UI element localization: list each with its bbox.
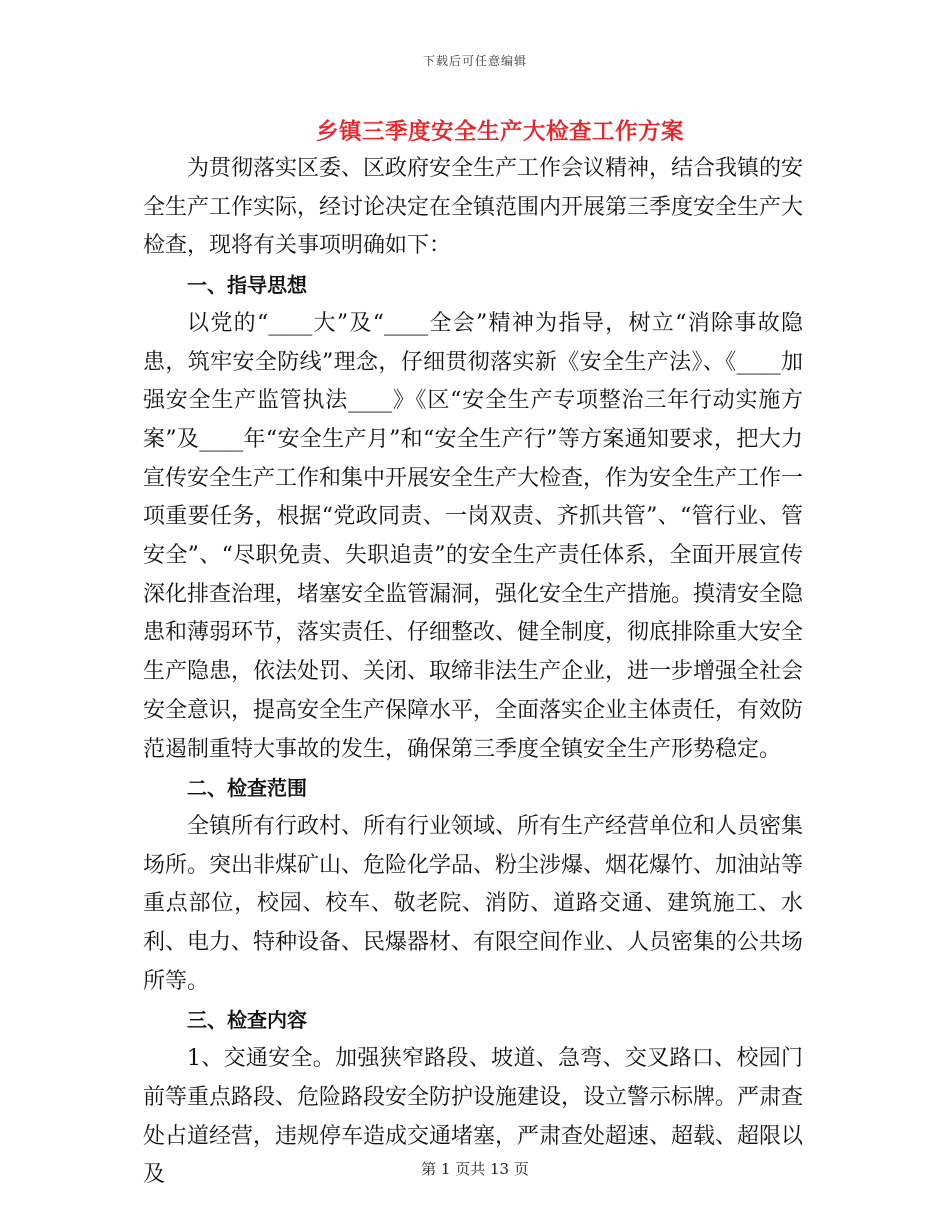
section-body-guiding-ideology: 以党的“____大”及“____全会”精神为指导，树立“消除事故隐患，筑牢安全防线”理念，仔细贯彻落实新《安全生产法》、《____加强安全生产监管执法____》《区“安全生产专项整治三年行动实施方案”及____年“安全生产月”和“安全生产行”等方案通知要求，把大力宣传安全生产工作和集中开展安全生产大检查，作为安全生产工作一项重要任务，根据“党政同责、一岗双责、齐抓共管”、“管行业、管安全”、“尽职免责、失职追责”的安全生产责任体系，全面开展宣传深化排查治理，堵塞安全监管漏洞，强化安全生产措施。摸清安全隐患和薄弱环节，落实责任、仔细整改、健全制度，彻底排除重大安全生产隐患，依法处罚、关闭、取缔非法生产企业，进一步增强全社会安全意识，提高安全生产保障水平，全面落实企业主体责任，有效防范遏制重特大事故的发生，确保第三季度全镇安全生产形势稳定。 <box>143 310 804 762</box>
intro-paragraph: 为贯彻落实区委、区政府安全生产工作会议精神，结合我镇的安全生产工作实际，经讨论决定在全镇范围内开展第三季度安全生产大检查，现将有关事项明确如下： <box>143 156 804 259</box>
section-body-inspection-scope: 全镇所有行政村、所有行业领域、所有生产经营单位和人员密集场所。突出非煤矿山、危险化学品、粉尘涉爆、烟花爆竹、加油站等重点部位，校园、校车、敬老院、消防、道路交通、建筑施工、水利、电力、特种设备、民爆器材、有限空间作业、人员密集的公共场所等。 <box>143 813 804 994</box>
page-number: 第 1 页共 13 页 <box>421 1160 529 1178</box>
document-title: 乡镇三季度安全生产大检查工作方案 <box>315 119 684 145</box>
section-body-inspection-content: 1、交通安全。加强狭窄路段、坡道、急弯、交叉路口、校园门前等重点路段、危险路段安全防护设施建设，设立警示标牌。严肃查处占道经营，违规停车造成交通堵塞，严肃查处超速、超载、超限以及 <box>143 1046 804 1188</box>
page-header-note: 下载后可任意编辑 <box>422 54 527 68</box>
section-heading-inspection-scope: 二、检查范围 <box>187 776 307 801</box>
section-heading-guiding-ideology: 一、指导思想 <box>187 273 307 298</box>
section-heading-inspection-content: 三、检查内容 <box>187 1008 307 1033</box>
document-body <box>143 150 803 1195</box>
